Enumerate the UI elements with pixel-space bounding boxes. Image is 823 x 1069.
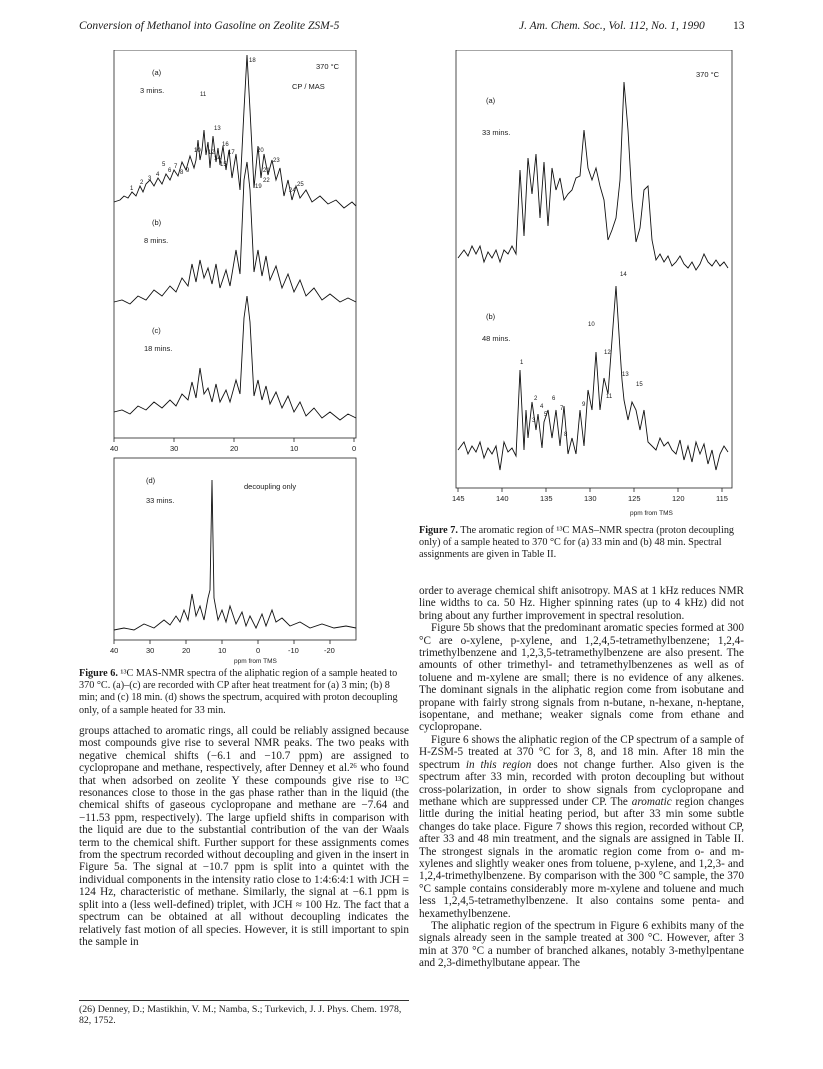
figure-6-caption-text: ¹³C MAS-NMR spectra of the aliphatic region of a sample heated to 370 °C. (a)–(c) are recorded with CP after heat treatment for (a) 3 min; (b) 8 min; and (c) 18 min. (d) shows the spectrum, acquired with proton decoupling only, of a sample heated for 33 min. — [79, 668, 398, 716]
peak-label: 11 — [200, 92, 207, 98]
figure-7-caption-text: The aromatic region of ¹³C MAS–NMR spectra (proton decoupling only) of a sample heated to 370 °C for (a) 33 min and (b) 48 min. Spectral assignments are given in Table II. — [419, 525, 735, 561]
right-paragraph-2: Figure 5b shows that the predominant aromatic species formed at 300 °C are o-xylene, p-xylene, and 1,2,4,5-tetramethylbenzene; 1,2,4-trimethylbenzene and 1,2,3,5-tetramethylbenzene are also present. The amounts of other trimethyl- and tetramethylbenzenes as well as of toluene and m-xylene are small; there is no evidence of any alkenes. The dominant signals in the aliphatic region come from isobutane and propane with fairly strong signals from n-butane, n-hexane, n-heptane, isopentane, and methane; weaker signals come from ethane and cyclopropane. — [419, 622, 744, 734]
peak-label: 8 — [564, 432, 568, 438]
peak-label: 4 — [540, 404, 544, 410]
peak-label: 9 — [186, 168, 190, 174]
figure-7-caption — [419, 525, 744, 562]
figure-6-plot — [110, 50, 370, 680]
peak-label: 10 — [588, 322, 595, 328]
spectrum-c — [114, 296, 356, 420]
axis-tick: 40 — [110, 646, 119, 655]
peak-label: 1 — [520, 360, 524, 366]
axis-label: ppm from TMS — [234, 658, 277, 665]
left-paragraph-part: groups attached to aromatic rings, all could be reliably assigned because most compounds give rise to several NMR peaks. The two peaks with negative chemical shifts (−6.1 and −10.7 ppm) are assigned to cyclopropane and methane, respectively, after Denney et al.²⁶ who found that when adsorbed on zeolite Y these compounds give rise to ¹³C resonances close to those in the gas phase rather than in the liquid (the chemical shifts of gaseous cyclopropane and methane are −7.64 and −11.53 ppm, respectively). The large upfield shifts in comparison with the liquid are due to the substantial contribution of the van der Waals term to the chemical shift. Further support for these assignments comes from the spectrum recorded without decoupling and given in the insert in Figure 5a. The signal at −10.7 ppm is split into a quintet with the individual components in the intensity ratio close to 1:4:6:4:1 with J — [79, 725, 409, 886]
peak-label: 14 — [620, 272, 627, 278]
peak-label: 6 — [552, 396, 556, 402]
figure-6-temp: 370 °C — [316, 62, 340, 71]
peak-label: 6 — [168, 168, 172, 174]
figure-6 — [110, 50, 370, 680]
figure-7 — [452, 50, 737, 520]
left-paragraph-part: CH ≈ 100 Hz. The fact that a spectrum can be obtained at all without decoupling indicates the relatively fast motion of all species. However, it is still important to spin the sample in — [79, 898, 409, 948]
peak-label: 15 — [636, 382, 643, 388]
peak-label: 18 — [249, 58, 256, 64]
peak-label: 15 — [220, 162, 227, 168]
panel-7a-time: 33 mins. — [482, 128, 511, 137]
axis-tick: 40 — [110, 444, 119, 453]
axis-tick: 0 — [256, 646, 261, 655]
left-paragraph-part: CH = 124 Hz, characteristic of methane. Similarly, the signal at −6.1 ppm is split into a (less well-defined) triplet, with J — [79, 873, 409, 911]
figure-6-bottom-frame — [114, 458, 356, 640]
peak-label: 13 — [214, 126, 221, 132]
figure-6-caption-label: Figure 6. — [79, 668, 118, 679]
peak-label: 13 — [622, 372, 629, 378]
panel-a-label: (a) — [152, 68, 162, 77]
peak-label: 9 — [582, 402, 586, 408]
right-column-text — [419, 585, 744, 970]
right-paragraph-3-emphasis: aromatic — [631, 795, 672, 808]
peak-label: 11 — [606, 394, 613, 400]
axis-tick: 145 — [452, 494, 465, 503]
footnote-rule — [79, 1000, 409, 1001]
peak-label: 3 — [148, 176, 152, 182]
peak-label: 16 — [222, 142, 229, 148]
figure-6-top-axis-ticks — [114, 438, 354, 442]
peak-label: 7 — [560, 406, 564, 412]
panel-c-label: (c) — [152, 326, 161, 335]
peak-label: 2 — [534, 396, 538, 402]
peak-label: 14 — [214, 156, 221, 162]
panel-b-time: 8 mins. — [144, 236, 169, 245]
axis-tick: 0 — [352, 444, 357, 453]
figure-7-plot — [452, 50, 737, 520]
peak-label: 7 — [174, 164, 178, 170]
peak-label: 3 — [532, 418, 536, 424]
figure-7-caption-label: Figure 7. — [419, 525, 458, 536]
axis-tick: 20 — [182, 646, 191, 655]
peak-label: 17 — [228, 150, 235, 156]
peak-label: 21 — [263, 168, 270, 174]
axis-tick: 130 — [584, 494, 597, 503]
figure-6-bottom-axis-ticks — [114, 640, 330, 644]
panel-b-label: (b) — [152, 218, 162, 227]
right-paragraph-1: order to average chemical shift anisotropy. MAS at 1 kHz reduces NMR line widths to ca. 50 Hz. Higher spinning rates (up to 4 kHz) did not bring about any further improvement in spectral resolution. — [419, 585, 744, 622]
axis-tick: 140 — [496, 494, 509, 503]
axis-tick: 10 — [218, 646, 227, 655]
panel-d-time: 33 mins. — [146, 496, 175, 505]
spectrum-a — [114, 55, 356, 208]
axis-tick: 120 — [672, 494, 685, 503]
peak-label: 20 — [257, 148, 264, 154]
peak-label: 5 — [544, 412, 548, 418]
peak-label: 8 — [180, 170, 184, 176]
figure-7-frame — [456, 50, 732, 488]
page-number: 13 — [733, 20, 745, 32]
axis-tick: 30 — [146, 646, 155, 655]
figure-6-caption — [79, 668, 409, 717]
panel-d-note: decoupling only — [244, 482, 297, 491]
peak-label: 12 — [208, 150, 215, 156]
axis-tick: 125 — [628, 494, 641, 503]
right-paragraph-4: The aliphatic region of the spectrum in Figure 6 exhibits many of the signals already seen in the sample treated at 300 °C. However, after 3 min at 370 °C a number of branched alkanes, notably 3-methylpentane and 2,3-dimethylbutane appear. The — [419, 919, 744, 970]
panel-d-label: (d) — [146, 476, 156, 485]
running-title: Conversion of Methanol into Gasoline on Zeolite ZSM-5 — [79, 20, 340, 32]
right-paragraph-3-part: does not change further. Also given is the spectrum after 33 min, recorded with proton decoupling but without cross-polarization, in order to show signals from cyclopropane and methane which are suppressed under CP. The — [419, 758, 744, 808]
panel-c-time: 18 mins. — [144, 344, 173, 353]
axis-tick: -10 — [288, 646, 299, 655]
axis-tick: -20 — [324, 646, 335, 655]
peak-label: 19 — [255, 184, 262, 190]
axis-tick: 115 — [716, 494, 728, 503]
peak-label: 24 — [289, 188, 296, 194]
peak-label: 12 — [604, 350, 611, 356]
spectrum-7a — [458, 82, 728, 270]
peak-label: 22 — [263, 178, 270, 184]
axis-tick: 30 — [170, 444, 179, 453]
figure-6-cp-mas: CP / MAS — [292, 82, 325, 91]
panel-7b-label: (b) — [486, 312, 496, 321]
panel-a-time: 3 mins. — [140, 86, 165, 95]
figure-7-temp: 370 °C — [696, 70, 720, 79]
axis-tick: 20 — [230, 444, 239, 453]
panel-7a-label: (a) — [486, 96, 496, 105]
spectrum-7b — [458, 286, 728, 470]
peak-label: 1 — [130, 186, 134, 192]
axis-label: ppm from TMS — [630, 510, 673, 517]
right-paragraph-3 — [419, 734, 744, 920]
right-paragraph-3-part: region changes little during the initial heating period, but after 33 min some subtle changes do take place. Figure 7 shows this region, recorded without CP, after 33 and 48 min treatment, and the signals are assigned in Table II. The strongest signals in the aromatic region come from o- and m-xylenes and slightly weaker ones from toluene, p-xylene, and 1,2,3- and 1,2,4-trimethylbenzene. By comparison with the 300 °C sample, the 370 °C sample contains considerably more m-xylene and toluene and much less 1,2,4,5-tetramethylbenzene. It also contains some penta- and hexamethylbenzene. — [419, 795, 744, 920]
axis-tick: 135 — [540, 494, 553, 503]
right-paragraph-3-part: Figure 6 shows the aliphatic region of the CP spectrum of a sample of H-ZSM-5 treated at 370 °C for 3, 8, and 18 min. After 18 min the spectrum — [419, 733, 744, 771]
axis-tick: 10 — [290, 444, 299, 453]
peak-label: 23 — [273, 158, 280, 164]
peak-label: 25 — [297, 182, 304, 188]
peak-label: 5 — [162, 162, 166, 168]
right-paragraph-3-emphasis: in this region — [465, 758, 532, 771]
peak-label: 2 — [140, 180, 144, 186]
peak-label: 10 — [194, 148, 201, 154]
left-column-text — [79, 725, 409, 948]
spectrum-b — [114, 162, 356, 304]
footnote: (26) Denney, D.; Mastikhin, V. M.; Namba, S.; Turkevich, J. J. Phys. Chem. 1978, 82, 1752. — [79, 1004, 402, 1027]
figure-7-axis-ticks — [458, 488, 722, 492]
panel-7b-time: 48 mins. — [482, 334, 511, 343]
journal-citation: J. Am. Chem. Soc., Vol. 112, No. 1, 1990 — [519, 20, 705, 32]
peak-label: 4 — [156, 172, 160, 178]
